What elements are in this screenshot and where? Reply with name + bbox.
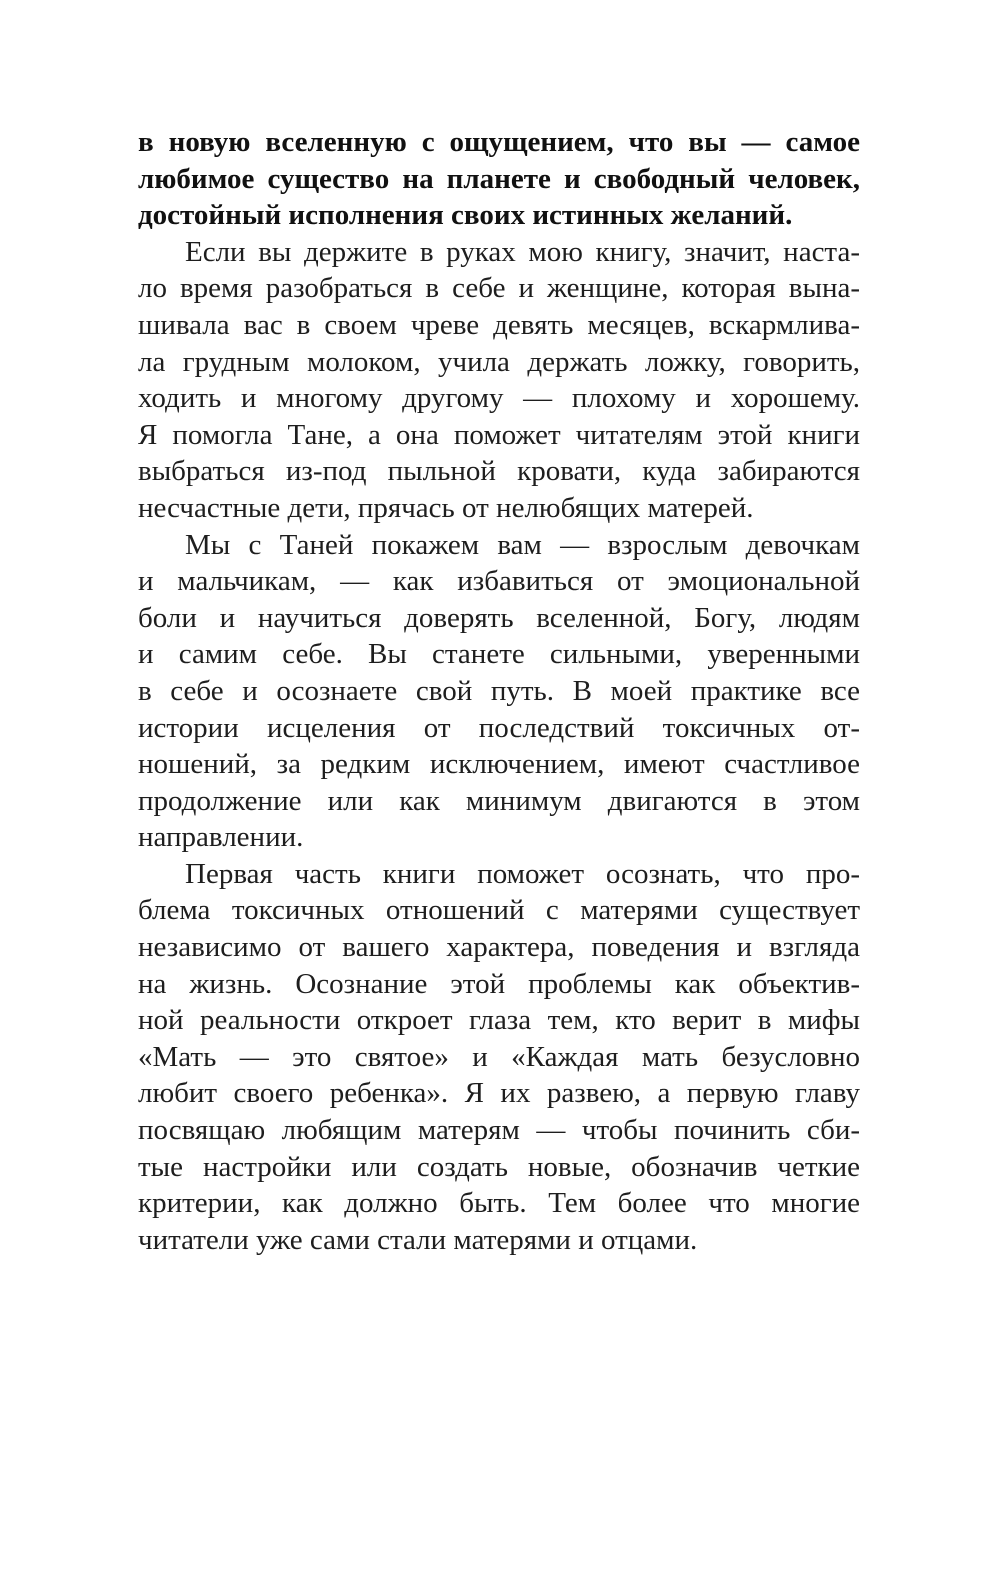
paragraph [138,856,860,1259]
text-line: ной реальности откроет глаза тем, кто верит в мифы [138,1004,860,1037]
text-line: независимо от вашего характера, поведения и взгляда [138,931,860,964]
text-line: посвящаю любящим матерям — чтобы починить сби- [138,1114,860,1147]
text-line: Мы с Таней покажем вам — взрослым девочкам [185,528,860,561]
text-line: направлении. [138,821,304,854]
paragraph [138,527,860,856]
text-line: ло время разобраться в себе и женщине, которая вына- [138,272,860,305]
text-line: в себе и осознаете свой путь. В моей практике все [138,674,860,707]
text-line: любимое существо на планете и свободный человек, [138,162,860,195]
paragraph [138,234,860,527]
text-line: боли и научиться доверять вселенной, Богу, людям [138,601,860,634]
text-line: несчастные дети, прячась от нелюбящих матерей. [138,491,754,524]
text-line: и самим себе. Вы станете сильными, уверенными [138,638,860,671]
text-line: ходить и многому другому — плохому и хорошему. [138,382,860,415]
text-line: «Мать — это святое» и «Каждая мать безусловно [138,1040,860,1073]
text-line: выбраться из-под пыльной кровати, куда забираются [138,455,860,488]
text-line: тые настройки или создать новые, обозначив четкие [138,1150,860,1183]
text-line: ношений, за редким исключением, имеют счастливое [138,748,860,781]
text-line: истории исцеления от последствий токсичных от- [138,711,860,744]
text-line: любит своего ребенка». Я их развею, а первую главу [138,1077,860,1110]
text-line: и мальчикам, — как избавиться от эмоциональной [138,565,860,598]
text-line: ла грудным молоком, учила держать ложку, говорить, [138,345,860,378]
text-line: на жизнь. Осознание этой проблемы как объектив- [138,967,860,1000]
text-line: достойный исполнения своих истинных желаний. [138,199,793,232]
text-line: блема токсичных отношений с матерями существует [138,894,860,927]
text-line: Я помогла Тане, а она поможет читателям этой книги [138,418,860,451]
text-line: продолжение или как минимум двигаются в этом [138,784,860,817]
text-line: читатели уже сами стали матерями и отцами. [138,1223,698,1256]
text-line: Первая часть книги поможет осознать, что про- [185,857,860,890]
intro-bold-text [138,124,860,234]
page-text [138,124,860,1258]
text-line: в новую вселенную с ощущением, что вы — самое [138,126,860,158]
text-line: Если вы держите в руках мою книгу, значит, наста- [185,235,860,268]
text-line: шивала вас в своем чреве девять месяцев, вскармлива- [138,308,860,341]
text-line: критерии, как должно быть. Тем более что многие [138,1187,860,1220]
